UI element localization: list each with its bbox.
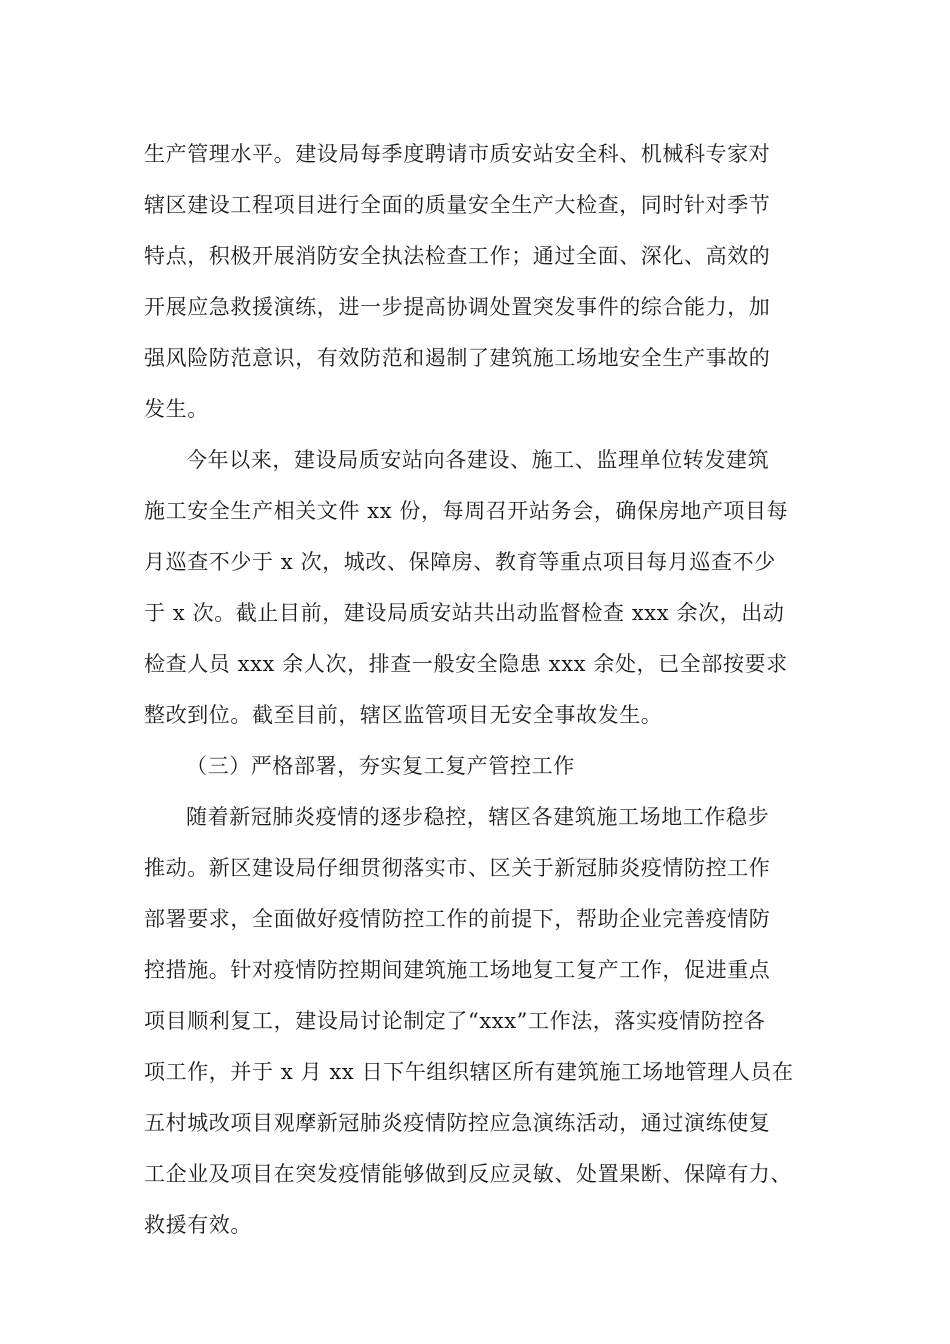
paragraph-3-line-6: 项工作，并于 x 月 xx 日下午组织辖区所有建筑施工场地管理人员在 bbox=[144, 1060, 794, 1084]
paragraph-1-line-3: 特点，积极开展消防安全执法检查工作；通过全面、深化、高效的 bbox=[144, 244, 771, 268]
paragraph-2-line-3: 月巡查不少于 x 次，城改、保障房、教育等重点项目每月巡查不少 bbox=[144, 550, 776, 574]
paragraph-1-line-4: 开展应急救援演练，进一步提高协调处置突发事件的综合能力，加 bbox=[144, 295, 771, 319]
section-heading: （三）严格部署，夯实复工复产管控工作 bbox=[186, 754, 575, 778]
paragraph-1-line-2: 辖区建设工程项目进行全面的质量安全生产大检查，同时针对季节 bbox=[144, 193, 771, 217]
paragraph-3-line-5: 项目顺利复工，建设局讨论制定了“xxx”工作法，落实疫情防控各 bbox=[144, 1009, 766, 1033]
paragraph-2-line-5: 检查人员 xxx 余人次，排查一般安全隐患 xxx 余处，已全部按要求 bbox=[144, 652, 788, 676]
paragraph-3-line-2: 推动。新区建设局仔细贯彻落实市、区关于新冠肺炎疫情防控工作 bbox=[144, 856, 771, 880]
paragraph-3-line-3: 部署要求，全面做好疫情防控工作的前提下，帮助企业完善疫情防 bbox=[144, 907, 771, 931]
paragraph-3-line-1: 随着新冠肺炎疫情的逐步稳控，辖区各建筑施工场地工作稳步 bbox=[186, 805, 770, 829]
paragraph-1-line-1: 生产管理水平。建设局每季度聘请市质安站安全科、机械科专家对 bbox=[144, 142, 771, 166]
paragraph-2-line-1: 今年以来，建设局质安站向各建设、施工、监理单位转发建筑 bbox=[186, 448, 770, 472]
paragraph-2-line-2: 施工安全生产相关文件 xx 份，每周召开站务会，确保房地产项目每 bbox=[144, 499, 789, 523]
paragraph-3-line-9: 救援有效。 bbox=[144, 1213, 252, 1237]
paragraph-1-line-6: 发生。 bbox=[144, 397, 209, 421]
paragraph-1-line-5: 强风险防范意识，有效防范和遏制了建筑施工场地安全生产事故的 bbox=[144, 346, 771, 370]
paragraph-3-line-7: 五村城改项目观摩新冠肺炎疫情防控应急演练活动，通过演练使复 bbox=[144, 1111, 771, 1135]
paragraph-3-line-4: 控措施。针对疫情防控期间建筑施工场地复工复产工作，促进重点 bbox=[144, 958, 771, 982]
paragraph-2-line-6: 整改到位。截至目前，辖区监管项目无安全事故发生。 bbox=[144, 703, 663, 727]
paragraph-2-line-4: 于 x 次。截止目前，建设局质安站共出动监督检查 xxx 余次，出动 bbox=[144, 601, 785, 625]
paragraph-3-line-8: 工企业及项目在突发疫情能够做到反应灵敏、处置果断、保障有力、 bbox=[144, 1162, 792, 1186]
